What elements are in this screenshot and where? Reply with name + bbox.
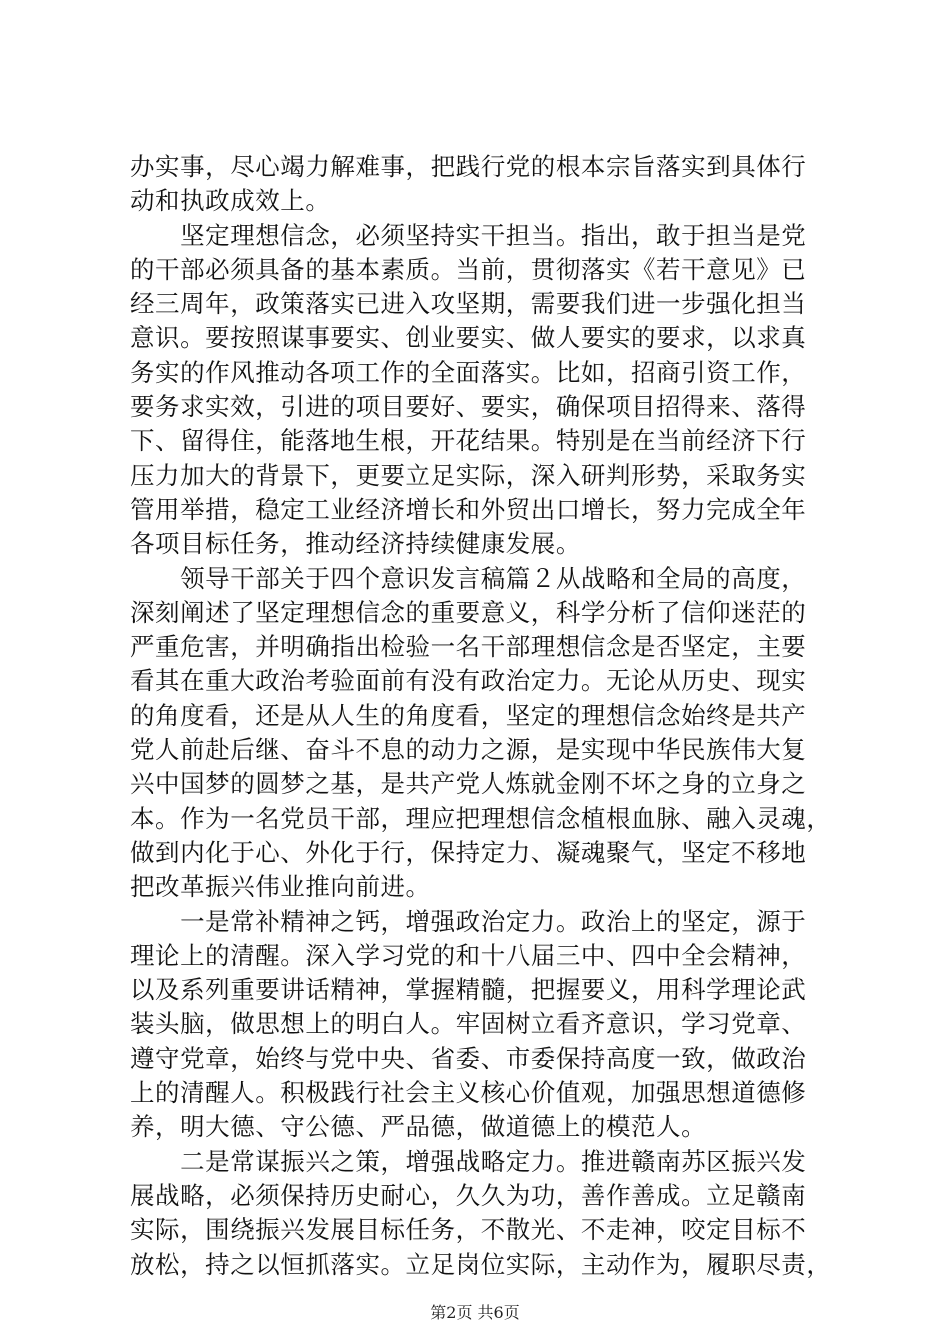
text-line: 务实的作风推动各项工作的全面落实。比如，招商引资工作，	[130, 357, 807, 387]
text-line: 管用举措，稳定工业经济增长和外贸出口增长，努力完成全年	[130, 494, 807, 524]
text-line: 领导干部关于四个意识发言稿篇２从战略和全局的高度，	[130, 563, 807, 593]
text-line: 以及系列重要讲话精神，掌握精髓，把握要义，用科学理论武	[130, 975, 807, 1005]
text-line: 放松，持之以恒抓落实。立足岗位实际，主动作为，履职尽责，	[130, 1249, 832, 1279]
text-line: 把改革振兴伟业推向前进。	[130, 872, 431, 902]
text-line: 的角度看，还是从人生的角度看，坚定的理想信念始终是共产	[130, 700, 807, 730]
document-body	[130, 150, 830, 1282]
text-line: 党人前赴后继、奋斗不息的动力之源，是实现中华民族伟大复	[130, 735, 807, 765]
text-line: 各项目标任务，推动经济持续健康发展。	[130, 529, 581, 559]
text-line: 做到内化于心、外化于行，保持定力、凝魂聚气，坚定不移地	[130, 837, 807, 867]
text-line: 要务求实效，引进的项目要好、要实，确保项目招得来、落得	[130, 392, 807, 422]
text-line: 兴中国梦的圆梦之基，是共产党人炼就金刚不坏之身的立身之	[130, 769, 807, 799]
text-line: 养，明大德、守公德、严品德，做道德上的模范人。	[130, 1112, 707, 1142]
text-line: 坚定理想信念，必须坚持实干担当。指出，敢于担当是党	[130, 220, 807, 250]
text-line: 下、留得住，能落地生根，开花结果。特别是在当前经济下行	[130, 426, 807, 456]
text-line: 展战略，必须保持历史耐心，久久为功，善作善成。立足赣南	[130, 1180, 807, 1210]
text-line: 上的清醒人。积极践行社会主义核心价值观，加强思想道德修	[130, 1078, 807, 1108]
page-footer: 第2页 共6页	[430, 1303, 520, 1322]
text-line: 意识。要按照谋事要实、创业要实、做人要实的要求，以求真	[130, 323, 807, 353]
text-line: 二是常谋振兴之策，增强战略定力。推进赣南苏区振兴发	[130, 1146, 807, 1176]
text-line: 严重危害，并明确指出检验一名干部理想信念是否坚定，主要	[130, 632, 807, 662]
text-line: 动和执政成效上。	[130, 186, 331, 216]
text-line: 装头脑，做思想上的明白人。牢固树立看齐意识，学习党章、	[130, 1009, 807, 1039]
text-line: 一是常补精神之钙，增强政治定力。政治上的坚定，源于	[130, 906, 807, 936]
text-line: 本。作为一名党员干部，理应把理想信念植根血脉、融入灵魂，	[130, 803, 832, 833]
text-line: 经三周年，政策落实已进入攻坚期，需要我们进一步强化担当	[130, 289, 807, 319]
text-line: 的干部必须具备的基本素质。当前，贯彻落实《若干意见》已	[130, 254, 807, 284]
text-line: 深刻阐述了坚定理想信念的重要意义，科学分析了信仰迷茫的	[130, 597, 807, 627]
text-line: 理论上的清醒。深入学习党的和十八届三中、四中全会精神，	[130, 940, 807, 970]
text-line: 实际，围绕振兴发展目标任务，不散光、不走神，咬定目标不	[130, 1215, 807, 1245]
text-line: 遵守党章，始终与党中央、省委、市委保持高度一致，做政治	[130, 1043, 807, 1073]
text-line: 办实事，尽心竭力解难事，把践行党的根本宗旨落实到具体行	[130, 152, 807, 181]
text-line: 压力加大的背景下，更要立足实际，深入研判形势，采取务实	[130, 460, 807, 490]
text-line: 看其在重大政治考验面前有没有政治定力。无论从历史、现实	[130, 666, 807, 696]
